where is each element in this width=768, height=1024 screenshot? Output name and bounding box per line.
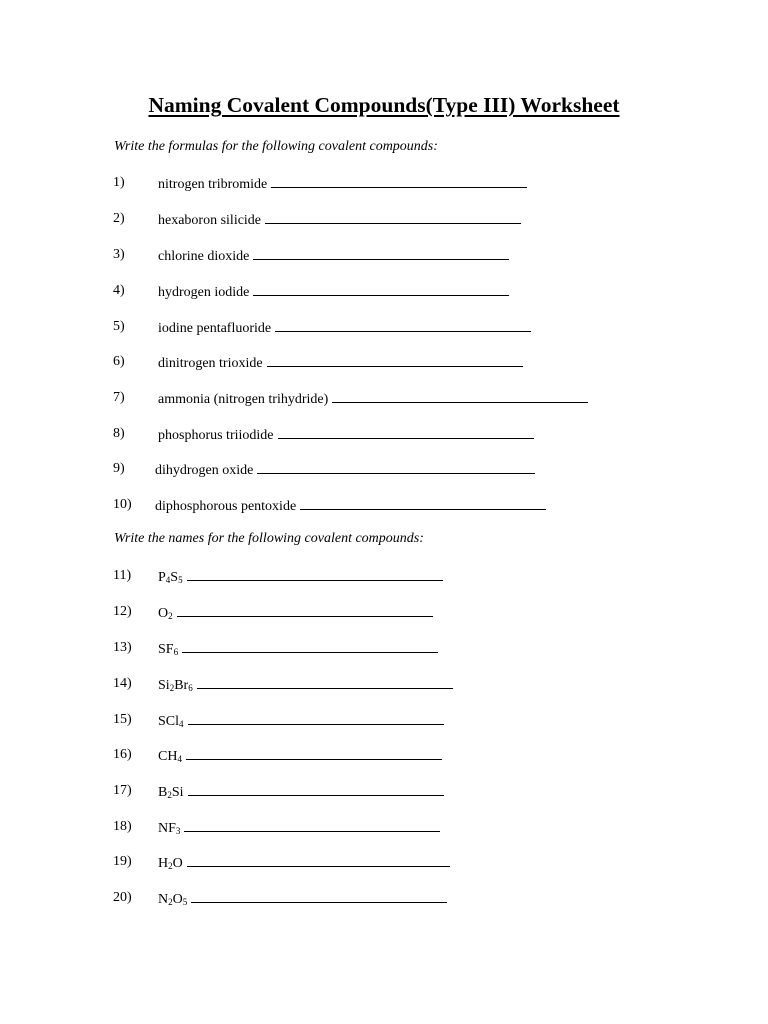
compound-name: hydrogen iodide — [158, 285, 250, 300]
formula-element: S — [170, 570, 179, 585]
answer-blank[interactable] — [191, 888, 447, 903]
compound-name: hexaboron silicide — [158, 213, 262, 228]
formula-element: N — [158, 892, 169, 907]
compound-name: iodine pentafluoride — [158, 321, 272, 336]
answer-blank[interactable] — [177, 602, 433, 617]
question-item — [0, 674, 768, 694]
formula-element: SCl — [158, 714, 180, 729]
question-number: 10) — [113, 497, 132, 512]
formula-element: P — [158, 570, 166, 585]
formula-element: H — [158, 856, 169, 871]
answer-blank[interactable] — [187, 852, 450, 867]
question-number: 20) — [113, 890, 132, 905]
question-item — [0, 173, 768, 193]
question-number: 3) — [113, 247, 125, 262]
formula-subscript: 2 — [168, 611, 173, 621]
chemical-formula — [158, 785, 184, 800]
formula-subscript: 5 — [182, 897, 188, 907]
formula-element: O — [158, 606, 169, 621]
compound-name: diphosphorous pentoxide — [155, 499, 297, 514]
question-number: 5) — [113, 319, 125, 334]
question-item — [0, 745, 768, 765]
question-number: 15) — [113, 712, 132, 727]
answer-blank[interactable] — [275, 317, 531, 332]
chemical-formula — [158, 570, 183, 585]
formula-element: B — [158, 785, 168, 800]
question-number: 13) — [113, 640, 132, 655]
question-number: 17) — [113, 783, 132, 798]
formula-element: SF — [158, 642, 174, 657]
question-number: 1) — [113, 175, 125, 190]
answer-blank[interactable] — [188, 781, 444, 796]
compound-name: chlorine dioxide — [158, 249, 250, 264]
question-number: 6) — [113, 354, 125, 369]
formula-subscript: 4 — [177, 754, 182, 764]
question-number: 9) — [113, 461, 125, 476]
formula-element: O — [172, 892, 183, 907]
formula-subscript: 2 — [167, 790, 172, 800]
chemical-formula — [158, 606, 173, 621]
question-item — [0, 209, 768, 229]
names-instruction: Write the names for the following covalent compounds: — [114, 531, 424, 546]
answer-blank[interactable] — [265, 209, 521, 224]
answer-blank[interactable] — [267, 352, 523, 367]
compound-name: ammonia (nitrogen trihydride) — [158, 392, 329, 407]
page-title: Naming Covalent Compounds(Type III) Worksheet — [148, 93, 620, 117]
formula-subscript: 2 — [168, 861, 173, 871]
formula-subscript: 4 — [179, 719, 184, 729]
formula-element: Br — [174, 678, 189, 693]
formula-subscript: 6 — [188, 683, 193, 693]
answer-blank[interactable] — [300, 495, 546, 510]
answer-blank[interactable] — [253, 281, 509, 296]
chemical-formula — [158, 821, 180, 836]
answer-blank[interactable] — [278, 424, 534, 439]
question-number: 7) — [113, 390, 125, 405]
question-number: 16) — [113, 747, 132, 762]
answer-blank[interactable] — [182, 638, 438, 653]
chemical-formula — [158, 749, 182, 764]
compound-name: phosphorus triiodide — [158, 428, 274, 443]
question-number: 14) — [113, 676, 132, 691]
question-item — [0, 852, 768, 872]
question-item — [0, 781, 768, 801]
answer-blank[interactable] — [253, 245, 509, 260]
formula-subscript: 3 — [175, 826, 181, 836]
chemical-formula — [158, 642, 178, 657]
question-number: 4) — [113, 283, 125, 298]
question-number: 11) — [113, 568, 132, 583]
formula-subscript: 2 — [169, 683, 175, 693]
question-item — [0, 495, 768, 515]
compound-name: dinitrogen trioxide — [158, 356, 263, 371]
answer-blank[interactable] — [197, 674, 453, 689]
question-item — [0, 281, 768, 301]
chemical-formula — [158, 714, 184, 729]
formula-element: NF — [158, 821, 176, 836]
question-item — [0, 388, 768, 408]
question-item — [0, 459, 768, 479]
formula-subscript: 6 — [173, 647, 179, 657]
formula-element: Si — [171, 785, 184, 800]
question-item — [0, 638, 768, 658]
chemical-formula — [158, 892, 187, 907]
question-number: 12) — [113, 604, 132, 619]
question-item — [0, 817, 768, 837]
chemical-formula — [158, 678, 193, 693]
question-item — [0, 317, 768, 337]
question-item — [0, 710, 768, 730]
formula-element: O — [172, 856, 183, 871]
question-item — [0, 352, 768, 372]
answer-blank[interactable] — [186, 745, 442, 760]
question-item — [0, 566, 768, 586]
question-number: 8) — [113, 426, 125, 441]
answer-blank[interactable] — [188, 710, 444, 725]
answer-blank[interactable] — [184, 817, 440, 832]
question-number: 2) — [113, 211, 125, 226]
answer-blank[interactable] — [257, 459, 535, 474]
compound-name: nitrogen tribromide — [158, 177, 268, 192]
answer-blank[interactable] — [271, 173, 527, 188]
question-item — [0, 245, 768, 265]
chemical-formula — [158, 856, 183, 871]
question-item — [0, 424, 768, 444]
question-number: 18) — [113, 819, 132, 834]
formula-subscript: 5 — [178, 575, 183, 585]
formulas-instruction: Write the formulas for the following covalent compounds: — [114, 139, 438, 154]
compound-name: dihydrogen oxide — [155, 463, 254, 478]
question-item — [0, 888, 768, 908]
question-number: 19) — [113, 854, 132, 869]
question-item — [0, 602, 768, 622]
formula-element: Si — [158, 678, 170, 693]
answer-blank[interactable] — [332, 388, 588, 403]
formula-subscript: 2 — [168, 897, 173, 907]
formula-subscript: 4 — [165, 575, 171, 585]
answer-blank[interactable] — [187, 566, 443, 581]
formula-element: CH — [158, 749, 178, 764]
